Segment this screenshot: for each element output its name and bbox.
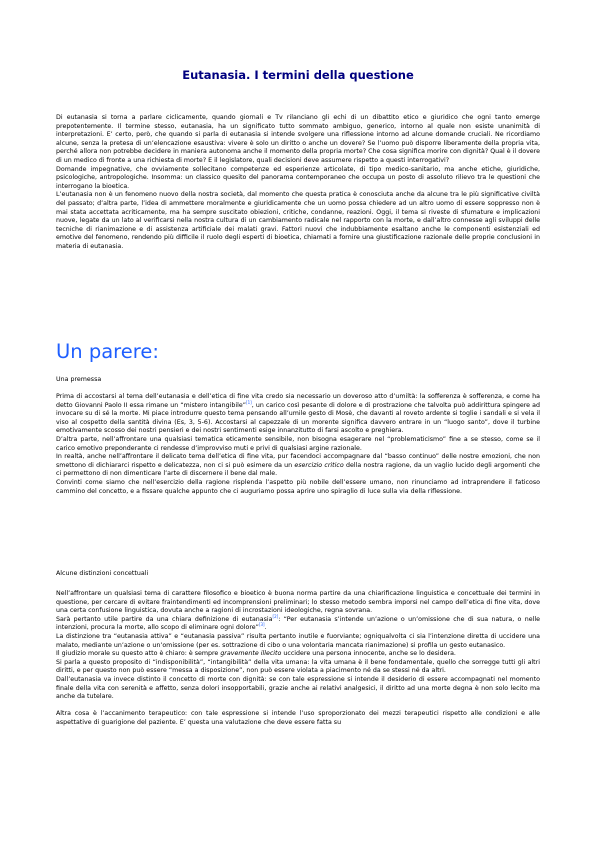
- intro-paragraph: L’eutanasia non è un fenomeno nuovo della nostra società, dal momento che questa pratica è conosciuta anche da alcune tra le più significative civiltà del passato; d’altra parte, l’idea di ammettere moralmente e giuridicamente che un uomo possa chiedere ad un altro uomo di essere soppresso non è mai stata accettata acriticamente, ma ha sempre suscitato obiezioni, critiche, condanne, reazioni. Oggi, il tema si riveste di sfumature e implicazioni nuove, legate da un lato al verificarsi nella nostra cultura di un cambiamento radicale nel rapporto con la morte, e dall’altro connesse agli sviluppi delle tecniche di rianimazione e di assistenza artificiale dei malati gravi. Fattori nuovi che indubbiamente esaltano anche le componenti esistenziali ed emotive del fenomeno, rendendo più difficile il ruolo degli esperti di bioetica, chiamati a fornire una giustificazione razionale delle proprie conclusioni in materia di eutanasia.: [56, 191, 540, 250]
- document-title: Eutanasia. I termini della questione: [182, 68, 414, 82]
- text-run: Prima di accostarsi al tema dell’eutanasia e dell’etica di fine vita credo sia necessario un doveroso atto d’umiltà: la sofferenza è sofferenza, e come ha detto Giovanni Paolo II essa rimane un “mistero intangibile”: [56, 393, 540, 409]
- text-run: Sarà pertanto utile partire da una chiara definizione di eutanasia: [56, 615, 273, 623]
- distinzioni-paragraph: [56, 650, 540, 659]
- distinzioni-paragraph: Altra cosa è l’accanimento terapeutico: con tale espressione si intende l’uso sproporzionato dei mezzi terapeutici rispetto alle condizioni e alle aspettative di guarigione del paziente. E’ questa una valutazione che deve essere fatta su: [56, 710, 540, 726]
- italic-text: esercizio critico: [294, 461, 344, 469]
- intro-paragraph: Di eutanasia si torna a parlare ciclicamente, quando giornali e Tv rilanciano gli echi di un dibattito etico e giuridico che ogni tanto emerge prepotentemente. Il termine stesso, eutanasia, ha un significato tutto sommato ambiguo, generico, intorno al quale non esiste unanimità di interpretazioni. E’ certo, però, che quando si parla di eutanasia si intende svolgere una riflessione intorno ad alcune domande cruciali. Ne ricordiamo alcune, senza la pretesa di un’elencazione esaustiva: vivere è solo un diritto o anche un dovere? Se l’uomo può disporre liberamente della propria vita, perché allora non potrebbe decidere in maniera autonoma anche il momento della propria morte? Che cosa significa morire con dignità? Qual è il dovere di un medico di fronte a una richiesta di morte? E il legislatore, quali decisioni deve assumere rispetto a questi interrogativi?: [56, 114, 540, 164]
- intro-paragraph: Domande impegnative, che ovviamente sollecitano competenze ed esperienze articolate, di tipo medico-sanitario, ma anche etiche, giuridiche, psicologiche, antropologiche. Insomma: un classico quesito del panorama contemporaneo che occupa un posto di assoluto rilievo tra le questioni che interrogano la bioetica.: [56, 165, 540, 190]
- premessa-section: [56, 393, 540, 496]
- text-run: uccidere una persona innocente, anche se lo desidera.: [281, 650, 456, 658]
- footnote-link[interactable]: [3]: [258, 622, 265, 628]
- distinzioni-paragraph: [56, 613, 540, 633]
- distinzioni-paragraph: La distinzione tra “eutanasia attiva” e “eutanasia passiva” risulta pertanto inutile e fuorviante; ogniqualvolta ci sia l’intenzione diretta di uccidere una malato, mediante un’azione o un’omissione (per es. sottrazione di cibo o una volontaria mancata rianimazione) si profila un gesto eutanasico.: [56, 632, 540, 649]
- text-run: In realtà, anche nell’affrontare il delicato tema dell’etica di fine vita, pur facendoci accompagnare dal “basso continuo” delle nostre emozioni, che non smettono di dichiararci rispetto e delicatezza, non ci si può esimere da un: [56, 453, 540, 469]
- distinzioni-paragraph: Si parla a questo proposito di “indisponibilità”, “intangibilità” della vita umana: la vita umana è il bene fondamentale, quello che sorregge tutti gli altri diritti, e per questo non può essere “messa a disposizione”, non può essere violata a piacimento né da se stessi né da altri.: [56, 658, 540, 675]
- text-run: della nostra ragione, da un vaglio lucido degli argomenti che ci permettono di non dimenticare l’arte di discernere il bene dal male.: [56, 461, 540, 478]
- text-run: .: [264, 624, 267, 632]
- italic-text: gravemente illecito: [220, 650, 282, 658]
- distinzioni-section: [56, 590, 540, 728]
- footnote-link[interactable]: [2]: [272, 613, 279, 619]
- distinzioni-paragraph: Nell’affrontare un qualsiasi tema di carattere filosofico e bioetico è buona norma partire da una chiarificazione linguistica e concettuale dei termini in questione, per cercare di evitare fraintendimenti ed incomprensioni preliminari; lo stesso metodo sembra imporsi nel campo dell’etica di fine vita, dove una certa confusione linguistica, dovuta anche a ragioni di incrostazioni ideologiche, regna sovrana.: [56, 590, 540, 615]
- distinzioni-paragraph: Dall’eutanasia va invece distinto il concetto di morte con dignità: se con tale espressione si intende il desiderio di essere accompagnati nel momento finale della vita con serenità e affetto, senza dolori insopportabili, grazie anche ai relativi analgesici, il diritto ad una morte degna è non solo lecito ma anche da tutelare.: [56, 675, 540, 701]
- text-run: , un carico così pesante di dolore e di prostrazione che talvolta può addirittura spingere ad invocare su di sé la morte. Mi piace introdurre questo tema pensando all’umile gesto di Mosè, che davanti al roveto ardente si toglie i sandali e si vela il viso al cospetto della santità divina (Es, 3, 5-6). Accostarsi al capezzale di un morente significa davvero entrare in un “luogo santo”, dove il turbine emotivamente scosso dei nostri pensieri e dei nostri sentimenti esige innanzitutto di farsi ascolto e preghiera.: [56, 401, 540, 435]
- intro-section: [56, 114, 540, 252]
- footnote-link[interactable]: [1]: [246, 399, 252, 405]
- premessa-paragraph: D’altra parte, nell’affrontare una qualsiasi tematica eticamente sensibile, non bisogna esagerare nel “problematicismo” fine a se stesso, come se il carico emotivo preponderante ci rendesse d’improvviso muti e privi di qualsiasi argine razionale.: [56, 435, 540, 452]
- premessa-paragraph: Convinti come siamo che nell’esercizio della ragione risplenda l’aspetto più nobile dell’essere umano, non rinunciamo ad intraprendere il faticoso cammino del concetto, e a fissare qualche appunto che ci auguriamo possa aprire uno spiraglio di luce sulla via della riflessione.: [56, 478, 540, 495]
- section-heading: Un parere:: [56, 340, 159, 363]
- text-run: : “Per eutanasia s’intende un’azione o un’omissione che di sua natura, o nelle intenzioni, procura la morte, allo scopo di eliminare ogni dolore”: [56, 615, 540, 632]
- subheading-premessa: Una premessa: [56, 376, 102, 383]
- text-run: Il giudizio morale su questo atto è chiaro: è sempre: [56, 650, 221, 658]
- premessa-paragraph: [56, 393, 540, 436]
- premessa-paragraph: [56, 453, 540, 479]
- subheading-distinzioni: Alcune distinzioni concettuali: [56, 570, 149, 577]
